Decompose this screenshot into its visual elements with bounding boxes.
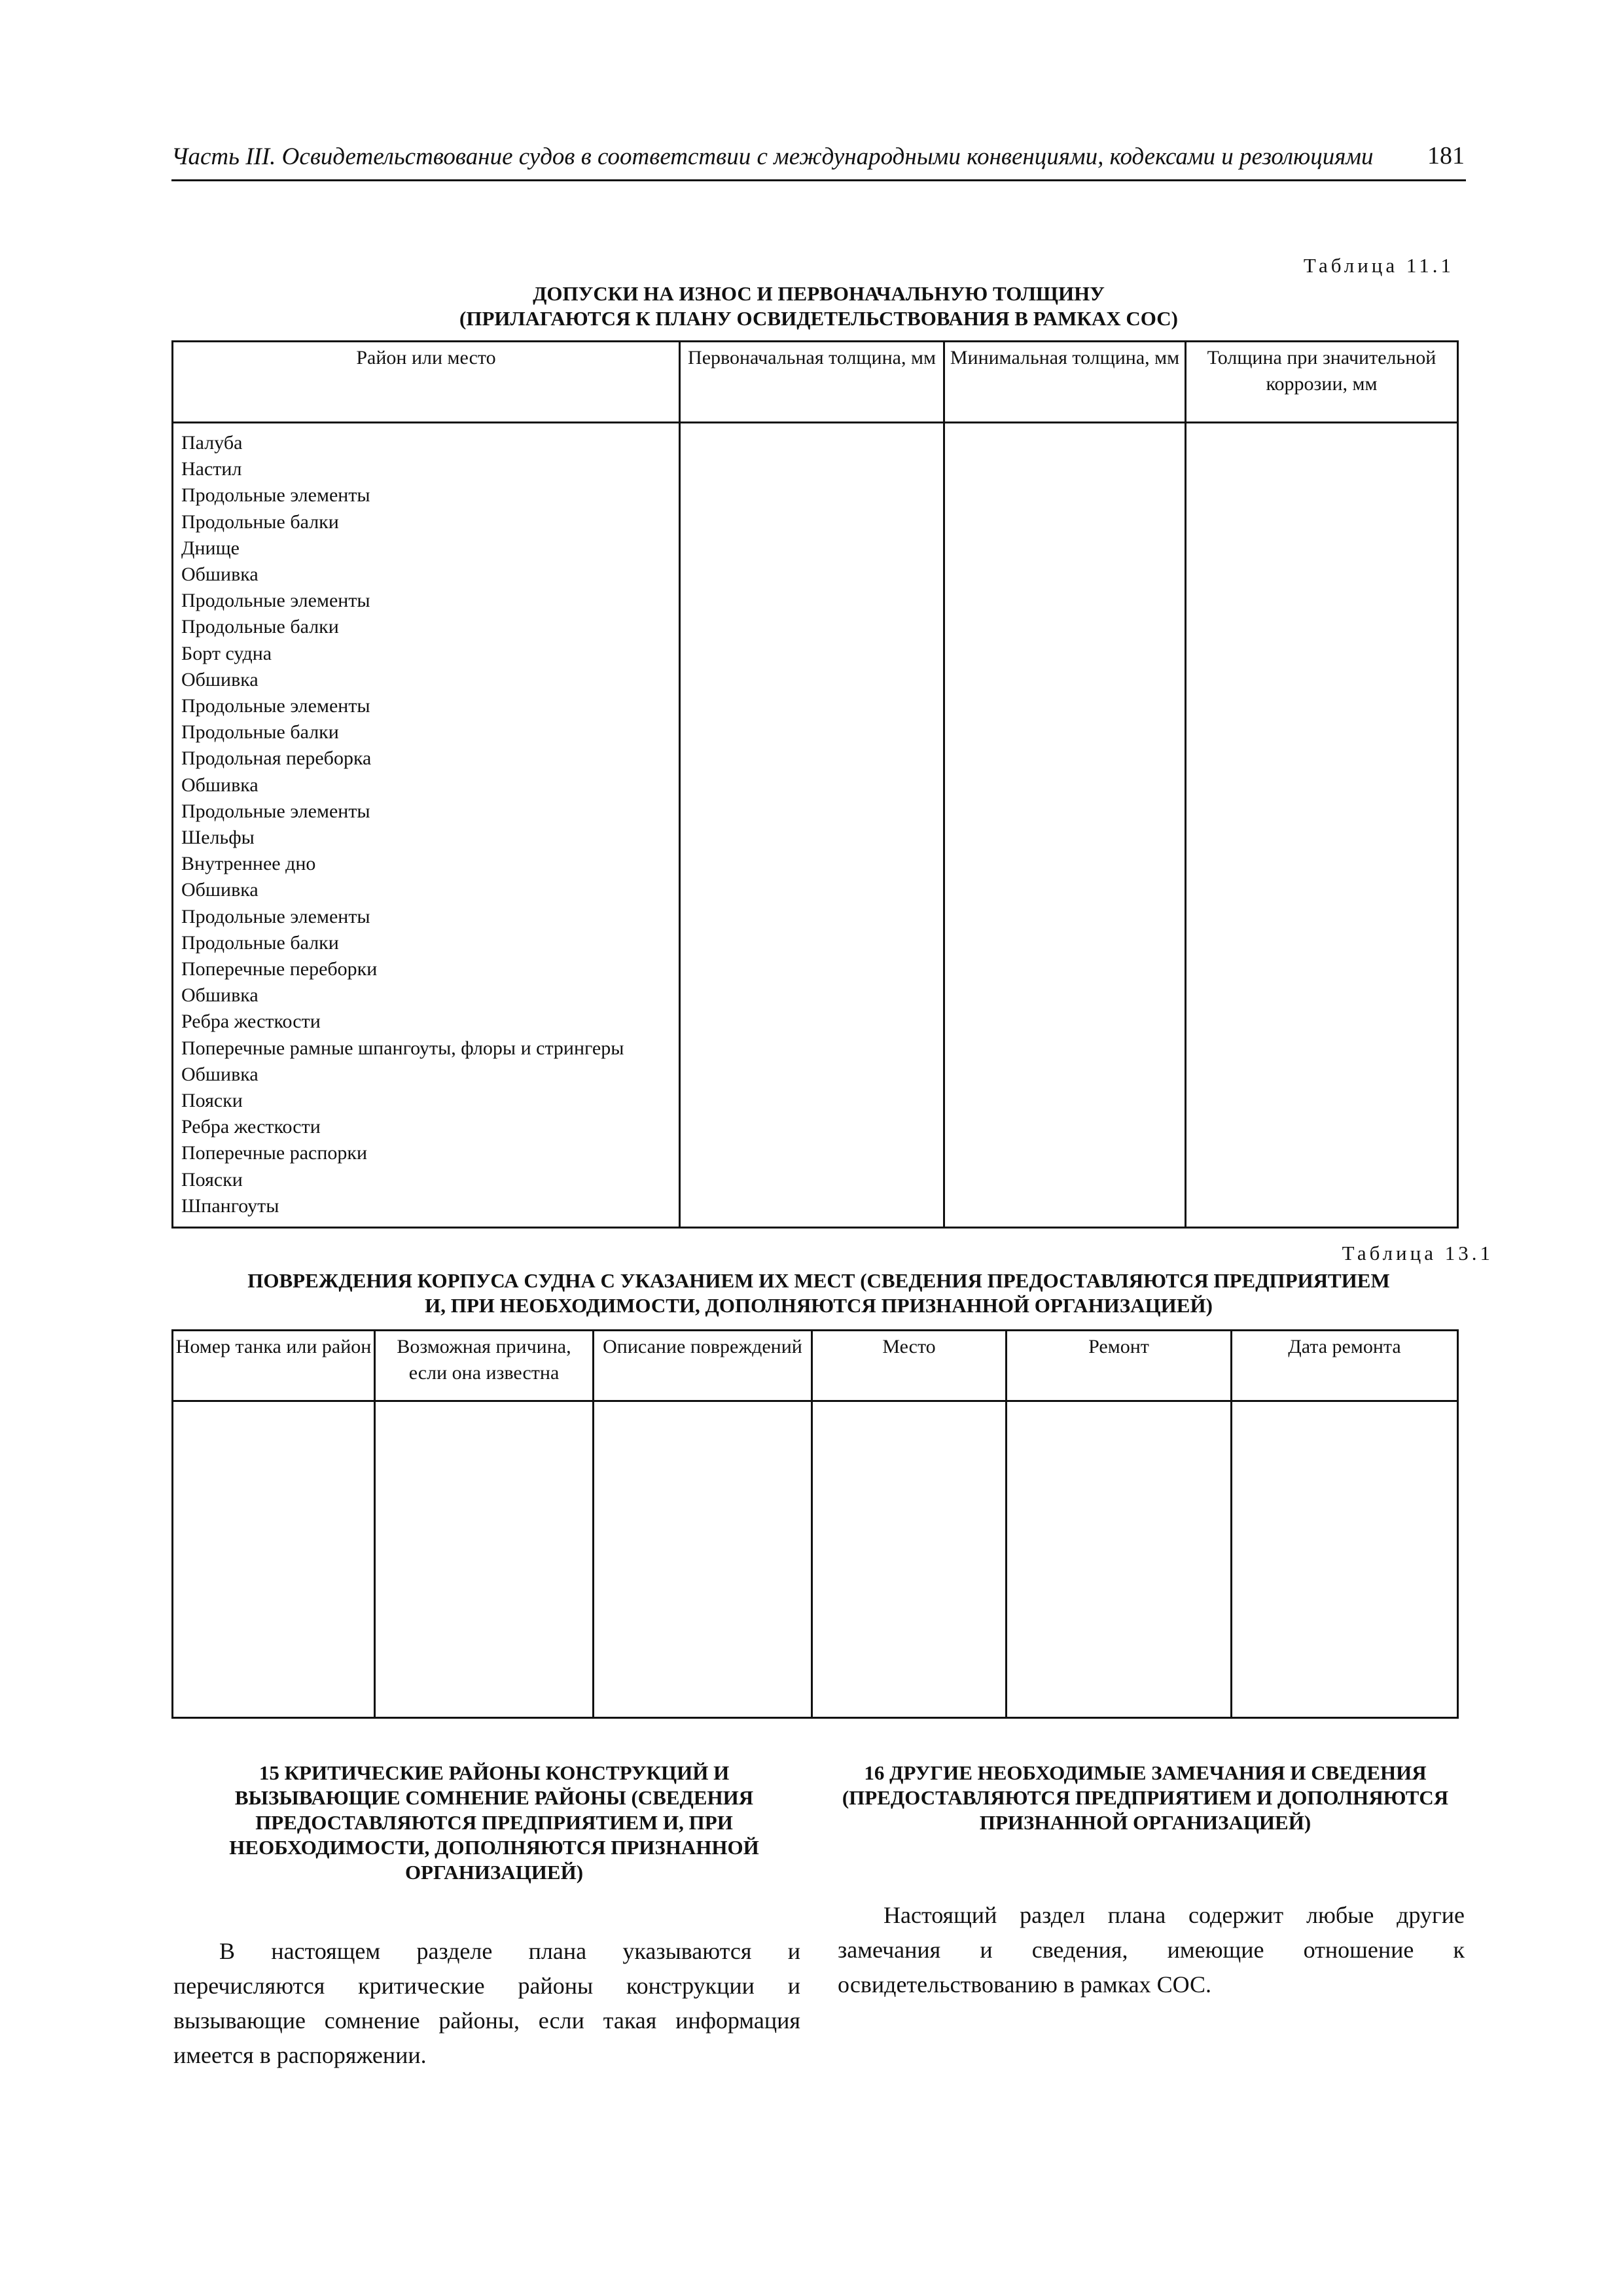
minimum-thickness-cell (944, 423, 1186, 1228)
location-item: Продольные элементы (181, 695, 370, 717)
initial-thickness-cell (680, 423, 944, 1228)
location-item: Палуба (181, 432, 243, 454)
column-header-tank-number: Номер танка или район (173, 1331, 375, 1401)
column-header-location: Район или место (173, 342, 680, 423)
location-item: Обшивка (181, 1063, 259, 1085)
section-15-heading: 15 КРИТИЧЕСКИЕ РАЙОНЫ КОНСТРУКЦИЙ И ВЫЗЫВАЮЩИЕ СОМНЕНИЕ РАЙОНЫ (СВЕДЕНИЯ ПРЕДОСТАВЛЯЮТСЯ ПРЕДПРИЯТИЕМ И, ПРИ НЕОБХОДИМОСТИ, ДОПОЛНЯЮТСЯ ПРИЗНАННОЙ ОРГАНИЗАЦИЕЙ) (229, 1761, 759, 1884)
location-item: Продольные элементы (181, 905, 370, 927)
location-item: Обшивка (181, 774, 259, 796)
page-number: 181 (1427, 142, 1465, 170)
location-item: Шельфы (181, 827, 255, 849)
location-item: Продольные балки (181, 931, 339, 954)
location-item: Днище (181, 537, 240, 559)
location-item: Продольные балки (181, 511, 339, 533)
location-item: Продольные элементы (181, 484, 370, 507)
location-item: Внутреннее дно (181, 853, 316, 875)
location-item: Обшивка (181, 879, 259, 901)
empty-cell (594, 1401, 812, 1718)
corrosion-thickness-cell (1186, 423, 1458, 1228)
column-header-damage-description: Описание повреждений (594, 1331, 812, 1401)
location-list-cell (173, 423, 680, 1228)
empty-cell (173, 1401, 375, 1718)
location-item: Обшивка (181, 984, 259, 1007)
location-item: Обшивка (181, 564, 259, 586)
section-16-body: Настоящий раздел плана содержит любые другие замечания и сведения, имеющие отношение к освидетельствованию в рамках СОС. (838, 1902, 1465, 1998)
table-13-1-title (171, 1268, 1466, 1318)
location-item: Обшивка (181, 668, 259, 691)
table-11-1 (171, 340, 1459, 1229)
location-item: Шпангоуты (181, 1194, 279, 1217)
column-header-possible-cause: Возможная причина, если она известна (375, 1331, 594, 1401)
table-11-1-title (171, 281, 1466, 331)
column-header-corrosion-thickness: Толщина при значительной коррозии, мм (1186, 342, 1458, 423)
location-item: Продольные элементы (181, 800, 370, 822)
location-item: Ребра жесткости (181, 1116, 321, 1138)
table-13-1-header-row (173, 1331, 1458, 1401)
location-item: Настил (181, 458, 242, 480)
table-11-1-body-row (173, 423, 1458, 1228)
column-header-minimum-thickness: Минимальная толщина, мм (944, 342, 1186, 423)
running-header (171, 141, 1466, 178)
empty-cell (1232, 1401, 1458, 1718)
column-header-repair-date: Дата ремонта (1232, 1331, 1458, 1401)
table-13-1-title-line1: ПОВРЕЖДЕНИЯ КОРПУСА СУДНА С УКАЗАНИЕМ ИХ МЕСТ (СВЕДЕНИЯ ПРЕДОСТАВЛЯЮТСЯ ПРЕДПРИЯТИЕМ (247, 1269, 1390, 1292)
location-item: Продольные балки (181, 616, 339, 638)
header-rule (171, 179, 1466, 181)
table-13-1-label: Таблица 13.1 (1342, 1242, 1493, 1265)
empty-cell (375, 1401, 594, 1718)
running-header-title: Часть III. Освидетельствование судов в соответствии с международными конвенциями, кодексами и резолюциями (171, 143, 1374, 170)
empty-cell (1007, 1401, 1232, 1718)
column-header-repair: Ремонт (1007, 1331, 1232, 1401)
location-list (173, 430, 679, 1219)
table-11-1-title-line2: (ПРИЛАГАЮТСЯ К ПЛАНУ ОСВИДЕТЕЛЬСТВОВАНИЯ В РАМКАХ СОС) (459, 307, 1178, 330)
location-item: Продольные элементы (181, 590, 370, 612)
location-item: Ребра жесткости (181, 1011, 321, 1033)
location-item: Пояски (181, 1168, 243, 1191)
table-13-1 (171, 1329, 1459, 1719)
location-item: Продольные балки (181, 721, 339, 744)
table-13-1-title-line2: И, ПРИ НЕОБХОДИМОСТИ, ДОПОЛНЯЮТСЯ ПРИЗНАННОЙ ОРГАНИЗАЦИЕЙ) (425, 1294, 1213, 1317)
location-item: Продольная переборка (181, 747, 372, 770)
location-item: Поперечные переборки (181, 958, 378, 980)
table-13-1-empty-row (173, 1401, 1458, 1718)
table-11-1-label: Таблица 11.1 (1303, 254, 1454, 277)
location-item: Пояски (181, 1090, 243, 1112)
location-item: Борт судна (181, 642, 272, 664)
empty-cell (812, 1401, 1007, 1718)
table-11-1-header-row (173, 342, 1458, 423)
column-header-location: Место (812, 1331, 1007, 1401)
section-16-heading: 16 ДРУГИЕ НЕОБХОДИМЫЕ ЗАМЕЧАНИЯ И СВЕДЕНИЯ (ПРЕДОСТАВЛЯЮТСЯ ПРЕДПРИЯТИЕМ И ДОПОЛНЯЮТСЯ ПРИЗНАННОЙ ОРГАНИЗАЦИЕЙ) (842, 1761, 1449, 1834)
table-11-1-title-line1: ДОПУСКИ НА ИЗНОС И ПЕРВОНАЧАЛЬНУЮ ТОЛЩИНУ (533, 282, 1105, 305)
section-15-body: В настоящем разделе плана указываются и перечисляются критические районы конструкции и вызывающие сомнение районы, если такая информация имеется в распоряжении. (173, 1938, 800, 2068)
column-header-initial-thickness: Первоначальная толщина, мм (680, 342, 944, 423)
location-item: Поперечные рамные шпангоуты, флоры и стрингеры (181, 1037, 624, 1059)
location-item: Поперечные распорки (181, 1142, 368, 1164)
